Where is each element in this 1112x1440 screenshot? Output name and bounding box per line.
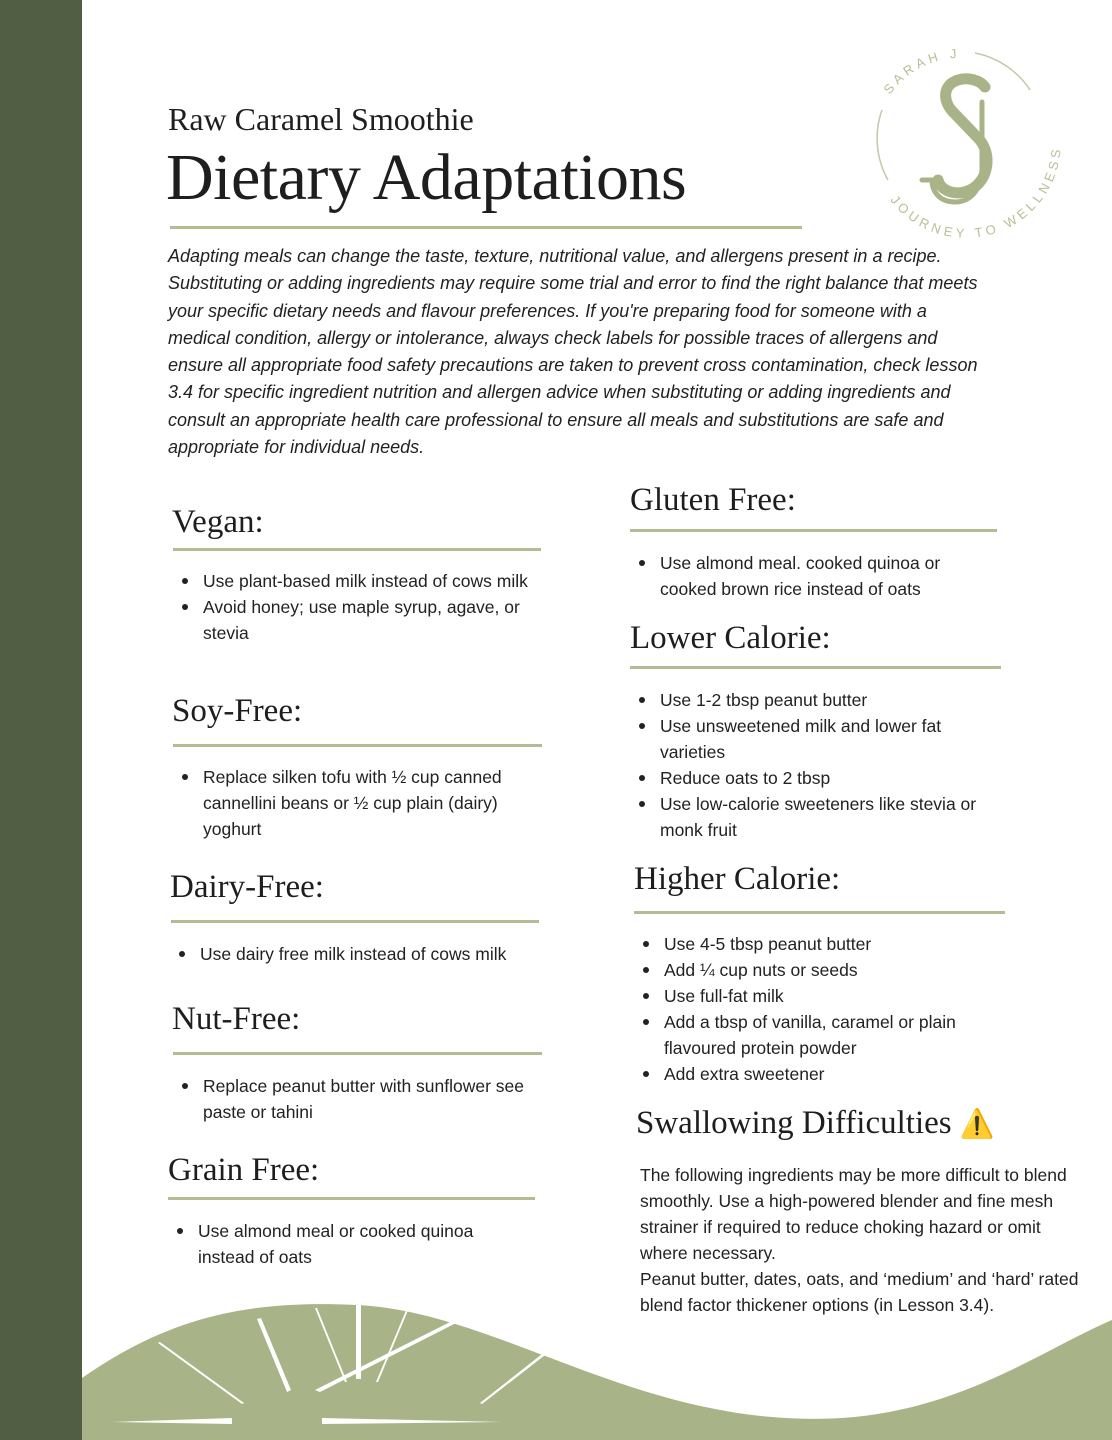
recipe-subtitle: Raw Caramel Smoothie [168, 101, 474, 137]
section-divider [634, 911, 1005, 914]
list-item: Use 4-5 tbsp peanut butter [634, 931, 1004, 957]
list-item: Use dairy free milk instead of cows milk [170, 941, 506, 967]
svg-text:SARAH J: SARAH J [880, 45, 961, 97]
section-higher-calorie [634, 859, 840, 899]
section-divider [173, 1052, 542, 1055]
section-heading: Nut-Free: [172, 1001, 301, 1037]
list-item: Add ¼ cup nuts or seeds [634, 957, 1004, 983]
section-divider [630, 529, 997, 532]
page-title: Dietary Adaptations [166, 141, 687, 214]
list-item: Replace peanut butter with sunflower see paste or tahini [173, 1073, 533, 1125]
dairy-free-list [170, 941, 506, 967]
section-heading: Dairy-Free: [170, 869, 324, 905]
section-nut-free [172, 999, 300, 1039]
list-item: Use low-calorie sweeteners like stevia or monk fruit [630, 791, 1010, 843]
list-item: Use almond meal or cooked quinoa instead of oats [168, 1218, 508, 1270]
title-divider [170, 226, 802, 229]
list-item: Use plant-based milk instead of cows milk [173, 568, 543, 594]
swallowing-ingredients: Peanut butter, dates, oats, and ‘medium’ and ‘hard’ rated blend factor thickener options (in Lesson 3.4). [640, 1269, 1079, 1315]
list-item: Avoid honey; use maple syrup, agave, or stevia [173, 594, 543, 646]
section-heading: Gluten Free: [630, 482, 796, 518]
section-heading: Soy-Free: [172, 693, 303, 729]
lower-calorie-list [630, 687, 1010, 843]
higher-calorie-list [634, 931, 1004, 1087]
list-item: Add a tbsp of vanilla, caramel or plain flavoured protein powder [634, 1009, 1004, 1061]
section-vegan [172, 502, 264, 542]
section-soy-free [172, 691, 302, 731]
section-divider [630, 666, 1001, 669]
list-item: Use 1-2 tbsp peanut butter [630, 687, 1010, 713]
list-item: Use almond meal. cooked quinoa or cooked brown rice instead of oats [630, 550, 980, 602]
section-heading: Higher Calorie: [634, 861, 841, 897]
sj-monogram-icon [922, 79, 987, 202]
section-divider [173, 744, 542, 747]
section-divider [171, 920, 539, 923]
svg-text:JOURNEY TO WELLNESS: JOURNEY TO WELLNESS [887, 144, 1064, 240]
vegan-list [173, 568, 543, 646]
grain-free-list [168, 1218, 508, 1270]
sarah-j-logo [860, 40, 1070, 240]
section-swallowing [636, 1103, 995, 1145]
section-heading: Vegan: [172, 504, 264, 540]
section-heading: Grain Free: [168, 1152, 320, 1188]
nut-free-list [173, 1073, 533, 1125]
list-item: Replace silken tofu with ½ cup canned cannellini beans or ½ cup plain (dairy) yoghurt [173, 764, 543, 842]
sunrise-hill-decoration [82, 1290, 1112, 1440]
section-grain-free [168, 1150, 319, 1190]
section-divider [173, 548, 541, 551]
list-item: Reduce oats to 2 tbsp [630, 765, 1010, 791]
section-gluten-free [630, 480, 796, 520]
section-lower-calorie [630, 618, 831, 658]
list-item: Use full-fat milk [634, 983, 1004, 1009]
section-heading: Swallowing Difficulties [636, 1105, 952, 1141]
section-divider [168, 1197, 535, 1200]
intro-paragraph: Adapting meals can change the taste, texture, nutritional value, and allergens present in a recipe. Substituting or adding ingredients may require some trial and error to find the right balance that meets your specific dietary needs and flavour preferences. If you're preparing food for someone with a medical condition, allergy or intolerance, always check labels for possible traces of allergens and ensure all appropriate food safety precautions are taken to prevent cross contamination, check lesson 3.4 for specific ingredient nutrition and allergen advice when substituting or adding ingredients and consult an appropriate health care professional to ensure all meals and substitutions are safe and appropriate for individual needs. [168, 246, 978, 458]
list-item: Use unsweetened milk and lower fat varieties [630, 713, 1010, 765]
soy-free-list [173, 764, 543, 842]
warning-icon: ⚠️ [959, 1109, 995, 1140]
sidebar-band [0, 0, 82, 1440]
list-item: Add extra sweetener [634, 1061, 1004, 1087]
swallowing-intro: The following ingredients may be more difficult to blend smoothly. Use a high-powered blender and fine mesh strainer if required to reduce choking hazard or omit where necessary. [640, 1165, 1067, 1263]
section-dairy-free [170, 867, 324, 907]
section-heading: Lower Calorie: [630, 620, 831, 656]
gluten-free-list [630, 550, 980, 602]
